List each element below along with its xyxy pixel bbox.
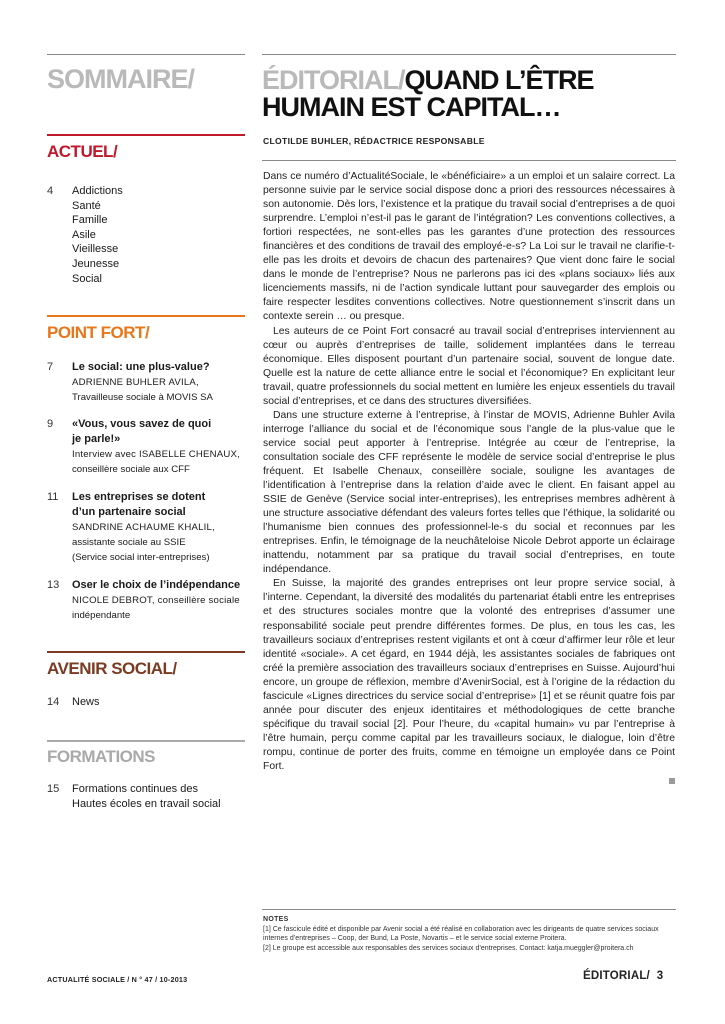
page-number: 11: [47, 491, 59, 503]
toc-entry-author: Interview avec ISABELLE CHENAUX,: [72, 449, 240, 460]
byline: CLOTILDE BUHLER, RÉDACTRICE RESPONSABLE: [263, 136, 485, 146]
article-paragraph: En Suisse, la majorité des grandes entreprises ont leur propre service social, à l’interne. Cependant, la diversité des modalités du partenariat établi entre les entreprises et des structures sociales montre que la volonté des entreprises d’assumer une responsabilité sociale peut prendre différentes formes. De plus, en tous les cas, les travailleurs sociaux d’entreprises restent vigilants et ont à cœur d’affirmer leur rôle et leur identité «sociale». A cet égard, en 1944 déjà, les assistantes sociales de fabriques ont créé la première association des travailleurs sociaux d’entreprises en Suisse. Aujourd’hui encore, un groupe de réflexion, membre d’AvenirSocial, est à l’origine de la rédaction du fascicule «Lignes directrices du service social d’entreprise» [1] et se réunit quatre fois par année pour discuter des enjeux identitaires et méthodologiques de cette branche spécifique du travail social [2]. Pour l’heure, du «capital humain» vu par l’entreprise à l’être humain, perçu comme capital par les travailleurs sociaux, le dialogue, loin d’être rompu, continue de porter des fruits, comme en témoigne un employée dans ce Point Fort.: [263, 578, 675, 772]
toc-topic: Asile: [72, 228, 96, 241]
sommaire-title: SOMMAIRE/: [47, 64, 195, 94]
footer-section: [583, 970, 663, 982]
toc-topic: Formations continues des: [72, 783, 198, 795]
toc-entry-role: Travailleuse sociale à MOVIS SA: [72, 392, 213, 403]
footnote: [1] Ce fascicule édité et disponible par Avenir social a été réalisé en collaboration avec les dirigeants de quatre services sociaux internes d’entreprises – Coop, der Bund, La Poste, Novartis – et le service social externe Proitera.: [263, 925, 659, 943]
toc-entry-author: NICOLE DEBROT, conseillère sociale: [72, 595, 240, 606]
toc-entry-author: SANDRINE ACHAUME KHALIL,: [72, 522, 215, 533]
article-paragraph: Les auteurs de ce Point Fort consacré au travail social d’entreprises interviennent au cœur ou auprès d’entreprises de taille, solidement implantées dans le terreau économique. Elles disposent pourtant d’un partenaire social, souvent de longue date. Quelle est la nature de cette alliance entre le social et l’économique? En explicitant leur travail, quatre professionnels du social mettent en lumière les enjeux essentiels du travail social d’entreprises, et ce dans des structures diversifiées.: [263, 325, 675, 407]
toc-topic: Vieillesse: [72, 243, 119, 256]
footer-section-label: ÉDITORIAL/: [583, 970, 650, 982]
point-fort-rule: [47, 315, 245, 317]
notes: [263, 915, 675, 953]
page-number: 14: [47, 696, 60, 708]
toc-entry-title: Le social: une plus-value?: [72, 361, 210, 373]
top-rule-right: [262, 54, 676, 55]
toc-entry-title: d’un partenaire social: [72, 506, 186, 518]
page-number-footer: 3: [656, 970, 664, 982]
section-title-avenir-social: AVENIR SOCIAL/: [47, 659, 177, 678]
notes-rule: [262, 909, 676, 910]
section-title-formations: FORMATIONS: [47, 747, 156, 766]
notes-heading: NOTES: [263, 916, 289, 923]
toc-entry-author: ADRIENNE BUHLER AVILA,: [72, 377, 199, 388]
editorial-title-line1: QUAND L’ÊTRE: [404, 65, 594, 95]
toc-entry-role: assistante sociale au SSIE: [72, 537, 186, 548]
top-rule-left: [47, 54, 245, 55]
toc-topic: News: [72, 696, 100, 708]
footnote: [2] Le groupe est accessible aux responsables des services sociaux d’entreprises. Contact: katja.mueggler@proitera.ch: [263, 944, 634, 952]
end-of-article-square-icon: [669, 778, 675, 784]
page-number: 9: [47, 418, 54, 430]
toc-entry-title: Oser le choix de l’indépendance: [72, 579, 241, 591]
toc-entry-title: «Vous, vous savez de quoi: [72, 418, 212, 430]
article-body: [263, 170, 675, 784]
editorial-kicker: ÉDITORIAL/: [262, 65, 405, 95]
section-title-actuel: ACTUEL/: [47, 142, 118, 161]
page-number: 13: [47, 579, 60, 591]
article-paragraph: Dans ce numéro d’ActualitéSociale, le «bénéficiaire» a un emploi et un salaire correct. La personne suivie par le service social dispose donc a priori des ressources nécessaires à son autonomie. Dès lors, l’existence et la pratique du travail social d’entreprises a de quoi surprendre. L’emploi n’est-il pas le garant de l’intégration? Les conventions collectives, a fortiori respectées, ne sont-elles pas les garantes d’une protection des ressources financières et des conditions de travail des employé-e-s? La Loi sur le travail ne clarifie-t-elle pas les droits et devoirs de chacun des partenaires? Que vient donc faire le social dans le monde de l’entreprise? Nous ne parlerons pas ici des «plans sociaux» liés aux licenciements massifs, ni de l’action syndicale luttant pour sauvegarder des emplois ou faire respecter lesdites conventions collectives. Notre questionnement s’inscrit dans un contexte serein … ou presque.: [263, 171, 675, 323]
section-title-point-fort: POINT FORT/: [47, 323, 150, 342]
toc-entry-role: indépendante: [72, 610, 131, 621]
toc-entry-title: je parle!»: [72, 433, 121, 445]
toc-topic: Addictions: [72, 185, 123, 197]
toc-topic: Santé: [72, 199, 101, 212]
article-paragraph: Dans une structure externe à l’entreprise, à l’instar de MOVIS, Adrienne Buhler Avila interroge l’alliance du social et de l’économique sous l’angle de la plus-value que le service social peut apporter à l’entreprise. Intégrée au cœur de l’entreprise, la consultation sociale des CFF représente le modèle de service social d’entreprise le plus fréquent. Et Isabelle Chenaux, conseillère sociale, souligne les avantages de l’identification à l’entreprise dans la relation d’aide avec le client. En faisant appel au SSIE de Genève (Service social inter-entreprises), les entreprises membres adhèrent à une structure associative défendant des valeurs fortes telles que l’éthique, la solidarité ou l’humanisme bien connues des professionnel-le-s du social et reconnues par les entreprises. Enfin, le témoignage de la neuchâteloise Nicole Debrot apporte un éclairage inattendu, notamment par sa pratique du travail social d’entreprises, en toute indépendance.: [263, 409, 675, 576]
toc-entry-role: conseillère sociale aux CFF: [72, 464, 190, 475]
toc-topic: Social: [72, 272, 102, 285]
toc-topic: Famille: [72, 214, 108, 227]
actuel-rule: [47, 134, 245, 136]
page-number: 15: [47, 783, 60, 795]
toc-entry-title: Les entreprises se dotent: [72, 491, 206, 503]
byline-rule: [262, 160, 676, 161]
footer-issue: ACTUALITÉ SOCIALE / N ° 47 / 10-2013: [47, 975, 188, 984]
avenir-social-rule: [47, 651, 245, 653]
page-number: 7: [47, 361, 54, 373]
toc-entry-role: (Service social inter-entreprises): [72, 552, 210, 563]
editorial-title: [262, 67, 682, 121]
toc-topic: Jeunesse: [72, 257, 120, 270]
page-number: 4: [47, 185, 54, 197]
editorial-title-line2: HUMAIN EST CAPITAL…: [262, 92, 561, 122]
toc-topic: Hautes écoles en travail social: [72, 797, 221, 810]
formations-rule: [47, 740, 245, 742]
